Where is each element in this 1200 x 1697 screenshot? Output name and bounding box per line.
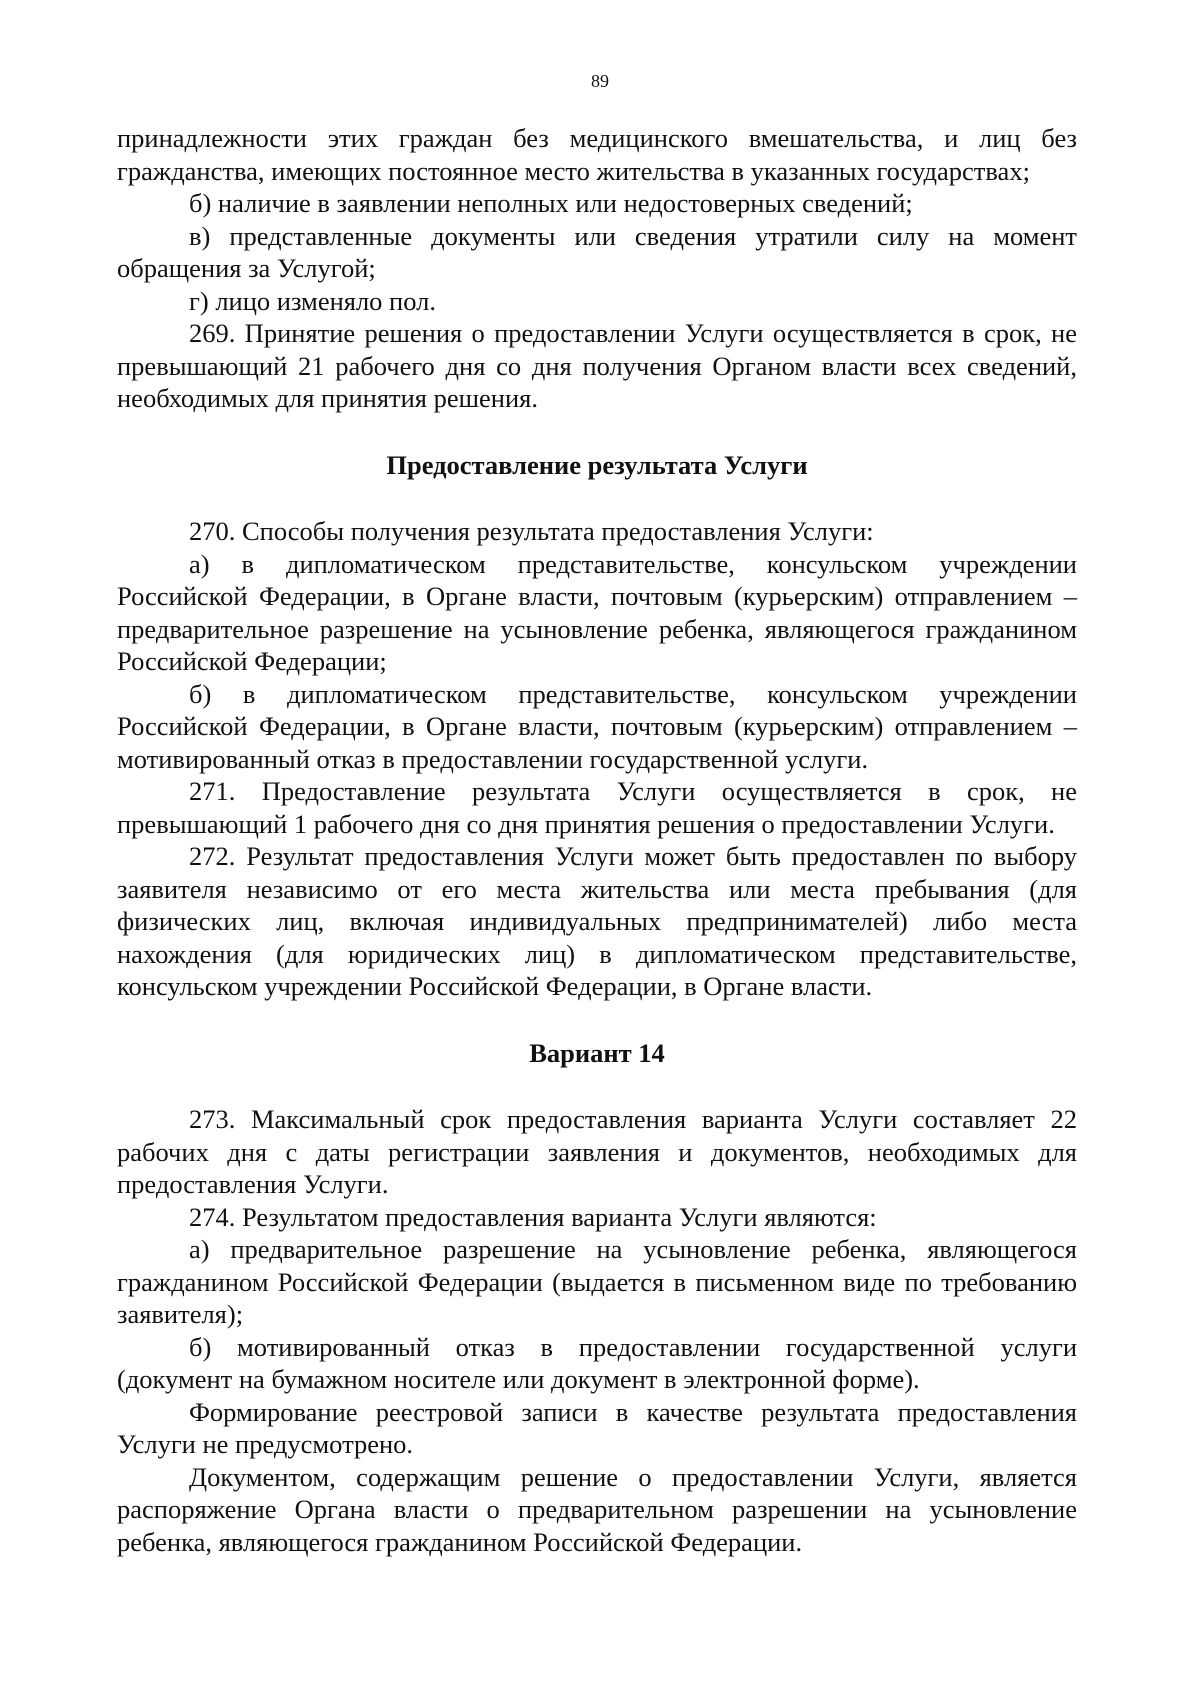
paragraph-272: 272. Результат предоставления Услуги может быть предоставлен по выбору заявителя независимо от его места жительства или места пребывания (для физических лиц, включая индивидуальных предпринимателей) либо места нахождения (для юридических лиц) в дипломатическом представительстве, консульском учреждении Российской Федерации, в Органе власти. [117,841,1077,1001]
section-heading-variant-14: Вариант 14 [529,1037,665,1068]
paragraph-274-b: б) мотивированный отказ в предоставлении государственной услуги (документ на бумажном носителе или документ в электронной форме). [117,1331,1077,1394]
paragraph-270: 270. Способы получения результата предоставления Услуги: [189,516,874,546]
paragraph-item-b: б) наличие в заявлении неполных или недостоверных сведений; [189,188,913,218]
page-content [117,122,1077,1558]
paragraph-decision-document: Документом, содержащим решение о предоставлении Услуги, является распоряжение Органа власти о предварительном разрешении на усыновление ребенка, являющегося гражданином Российской Федерации. [117,1461,1077,1557]
paragraph-registry-record: Формирование реестровой записи в качестве результата предоставления Услуги не предусмотрено. [117,1396,1077,1459]
paragraph-271: 271. Предоставление результата Услуги осуществляется в срок, не превышающий 1 рабочего дня со дня принятия решения о предоставлении Услуги. [117,776,1077,839]
paragraph-270-a: а) в дипломатическом представительстве, консульском учреждении Российской Федерации, в Органе власти, почтовым (курьерским) отправлением – предварительное разрешение на усыновление ребенка, являющегося гражданином Российской Федерации; [117,548,1077,676]
paragraph-item-g: г) лицо изменяло пол. [189,285,436,316]
paragraph-274: 274. Результатом предоставления варианта Услуги являются: [189,1201,877,1232]
section-heading-result: Предоставление результата Услуги [386,449,808,480]
paragraph-273: 273. Максимальный срок предоставления варианта Услуги составляет 22 рабочих дня с даты регистрации заявления и документов, необходимых для предоставления Услуги. [117,1104,1077,1199]
paragraph-continuation: принадлежности этих граждан без медицинского вмешательства, и лиц без гражданства, имеющих постоянное место жительства в указанных государствах; [117,123,1077,186]
paragraph-270-b: б) в дипломатическом представительстве, консульском учреждении Российской Федерации, в Органе власти, почтовым (курьерским) отправлением – мотивированный отказ в предоставлении государственной услуги. [117,678,1077,774]
paragraph-274-a: а) предварительное разрешение на усыновление ребенка, являющегося гражданином Российской Федерации (выдается в письменном виде по требованию заявителя); [117,1234,1077,1329]
paragraph-269: 269. Принятие решения о предоставлении Услуги осуществляется в срок, не превышающий 21 рабочего дня со дня получения Органом власти всех сведений, необходимых для принятия решения. [117,318,1077,413]
page-number: 89 [591,71,609,91]
paragraph-item-v: в) представленные документы или сведения утратили силу на момент обращения за Услугой; [117,220,1077,283]
